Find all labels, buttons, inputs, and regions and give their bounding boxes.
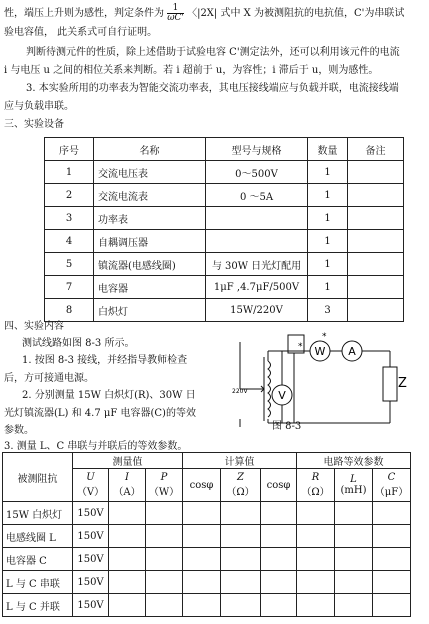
table-row [3, 594, 411, 617]
intro-line-2: 验电容值， 此关系式可自行证明。 [4, 27, 158, 38]
equipment-header-row [45, 138, 404, 161]
voltmeter-label: V [278, 389, 286, 402]
equipment-cell: 0 ～5A [206, 184, 308, 207]
section-4-line-5: 光灯镇流器(L) 和 4.7 μF 电容器(C)的等效 [4, 408, 196, 419]
section-4-line-7: 3. 测量 L、C 串联与并联后的等效参数。 [4, 441, 188, 452]
cell-u: 150V [73, 594, 109, 617]
symbol: C [387, 472, 396, 483]
column-cos-calc [261, 469, 297, 502]
formula-numerator: 1 [167, 4, 184, 14]
equipment-cell: 1 [308, 161, 348, 184]
equipment-cell: 4 [45, 230, 94, 253]
column-object: 被测阻抗 [3, 453, 73, 502]
column-u [73, 469, 109, 502]
formula-denominator: ωC' [167, 13, 184, 23]
column-z [221, 469, 261, 502]
equipment-cell [348, 207, 404, 230]
section-4-line-3: 后，方可接通电源。 [4, 373, 94, 384]
intro-line-4: i 与电压 u 之间的相位关系来判断。若 i 超前于 u，为容性；i 滞后于 u，则为感性。 [4, 65, 379, 76]
equipment-cell: 电容器 [94, 276, 206, 299]
equipment-cell: 1 [308, 207, 348, 230]
ammeter-label: A [348, 345, 356, 358]
symbol: R [311, 472, 320, 483]
table-row [45, 276, 404, 299]
row-label: 电感线圈 L [3, 525, 73, 548]
symbol: Z [237, 472, 244, 483]
source-voltage-label: 220V [232, 388, 248, 395]
symbol: cosφ [266, 479, 291, 491]
equipment-cell: 1 [45, 161, 94, 184]
equipment-cell [348, 161, 404, 184]
circuit-diagram [228, 327, 418, 431]
cell-u: 150V [73, 525, 109, 548]
table-row [3, 502, 411, 525]
unit: （V） [76, 487, 105, 498]
equipment-cell: 2 [45, 184, 94, 207]
table-row [45, 230, 404, 253]
equipment-cell [348, 184, 404, 207]
figure-caption: 图 8-3 [272, 421, 302, 432]
equipment-cell: 7 [45, 276, 94, 299]
unit: (mH) [340, 485, 367, 496]
symbol: P [160, 472, 168, 483]
table-row [3, 548, 411, 571]
equipment-cell: 3 [308, 299, 348, 322]
unit: （A） [113, 487, 141, 498]
column-c [373, 469, 411, 502]
row-label: 电容器 C [3, 548, 73, 571]
section-4-line-1: 测试线路如图 8-3 所示。 [22, 338, 135, 349]
equipment-cell [206, 207, 308, 230]
cell-u: 150V [73, 548, 109, 571]
column-cos-measured [183, 469, 221, 502]
measurement-table [2, 452, 411, 617]
equipment-cell: 自耦调压器 [94, 230, 206, 253]
table-row [45, 161, 404, 184]
equipment-cell [348, 299, 404, 322]
unit: （Ω） [226, 487, 255, 498]
formula-fraction [167, 4, 184, 23]
equipment-cell: 镇流器(电感线圈) [94, 253, 206, 276]
wattmeter-star: * [298, 342, 303, 352]
table-row [3, 571, 411, 594]
unit: （μF） [374, 487, 409, 498]
section-4-line-4: 2. 分别测量 15W 白炽灯(R)、30W 日 [22, 390, 196, 401]
equipment-cell: 交流电流表 [94, 184, 206, 207]
table-row [45, 299, 404, 322]
equipment-cell: 功率表 [94, 207, 206, 230]
equipment-cell: 15W/220V [206, 299, 308, 322]
section-4-line-2: 1. 按图 8-3 接线，并经指导教师检查 [22, 355, 188, 366]
group-calculated: 计算值 [183, 453, 297, 469]
equipment-cell [348, 253, 404, 276]
equipment-header: 备注 [348, 138, 404, 161]
intro-line-5: 3. 本实验所用的功率表为智能交流功率表，其电压接线端应与负载并联，电流接线端 [26, 83, 399, 94]
equipment-table [44, 137, 404, 322]
equipment-header: 数量 [308, 138, 348, 161]
symbol: I [125, 472, 129, 483]
table-row [45, 207, 404, 230]
equipment-cell: 1μF ,4.7μF/500V [206, 276, 308, 299]
group-circuit: 电路等效参数 [297, 453, 411, 469]
wattmeter-label: W [314, 345, 326, 358]
table-row [45, 253, 404, 276]
wattmeter-star: * [322, 332, 327, 342]
unit: （W） [148, 487, 180, 498]
equipment-cell: 1 [308, 253, 348, 276]
row-label: 15W 白炽灯 [3, 502, 73, 525]
formula-middle: 〈|2X| [187, 8, 218, 19]
equipment-cell: 0～500V [206, 161, 308, 184]
equipment-cell: 8 [45, 299, 94, 322]
symbol: U [86, 472, 95, 483]
cell-u: 150V [73, 571, 109, 594]
unit: （Ω） [301, 487, 330, 498]
equipment-cell [206, 230, 308, 253]
equipment-header: 名称 [94, 138, 206, 161]
impedance-label: Z [398, 376, 407, 391]
equipment-cell: 5 [45, 253, 94, 276]
intro-line-1b: 式中 X 为被测阻抗的电抗值，C'为串联试 [220, 8, 405, 19]
equipment-cell: 与 30W 日光灯配用 [206, 253, 308, 276]
equipment-header: 序号 [45, 138, 94, 161]
cell-u: 150V [73, 502, 109, 525]
equipment-cell: 1 [308, 230, 348, 253]
equipment-header: 型号与规格 [206, 138, 308, 161]
intro-line-1 [4, 4, 404, 23]
symbol: cosφ [189, 479, 214, 491]
group-measured: 测量值 [73, 453, 183, 469]
row-label: L 与 C 并联 [3, 594, 73, 617]
section-4-line-6: 参数。 [4, 425, 34, 436]
equipment-cell: 1 [308, 276, 348, 299]
intro-line-3: 判断待测元件的性质，除上述借助于试验电容 C'测定法外，还可以利用该元件的电流 [26, 47, 400, 58]
measurement-group-row [3, 453, 411, 469]
column-i [109, 469, 146, 502]
column-l [335, 469, 373, 502]
intro-line-6: 应与负载串联。 [4, 101, 74, 112]
symbol: L [350, 474, 357, 485]
equipment-cell: 白炽灯 [94, 299, 206, 322]
column-p [146, 469, 183, 502]
equipment-cell: 1 [308, 184, 348, 207]
section-4-title: 四、实验内容 [4, 321, 64, 332]
table-row [45, 184, 404, 207]
equipment-cell [348, 230, 404, 253]
equipment-cell [348, 276, 404, 299]
row-label: L 与 C 串联 [3, 571, 73, 594]
equipment-cell: 3 [45, 207, 94, 230]
equipment-cell: 交流电压表 [94, 161, 206, 184]
table-row [3, 525, 411, 548]
intro-line-1a: 性，端压上升则为感性，判定条件为 [4, 8, 164, 19]
column-r [297, 469, 335, 502]
section-3-title: 三、实验设备 [4, 119, 64, 130]
